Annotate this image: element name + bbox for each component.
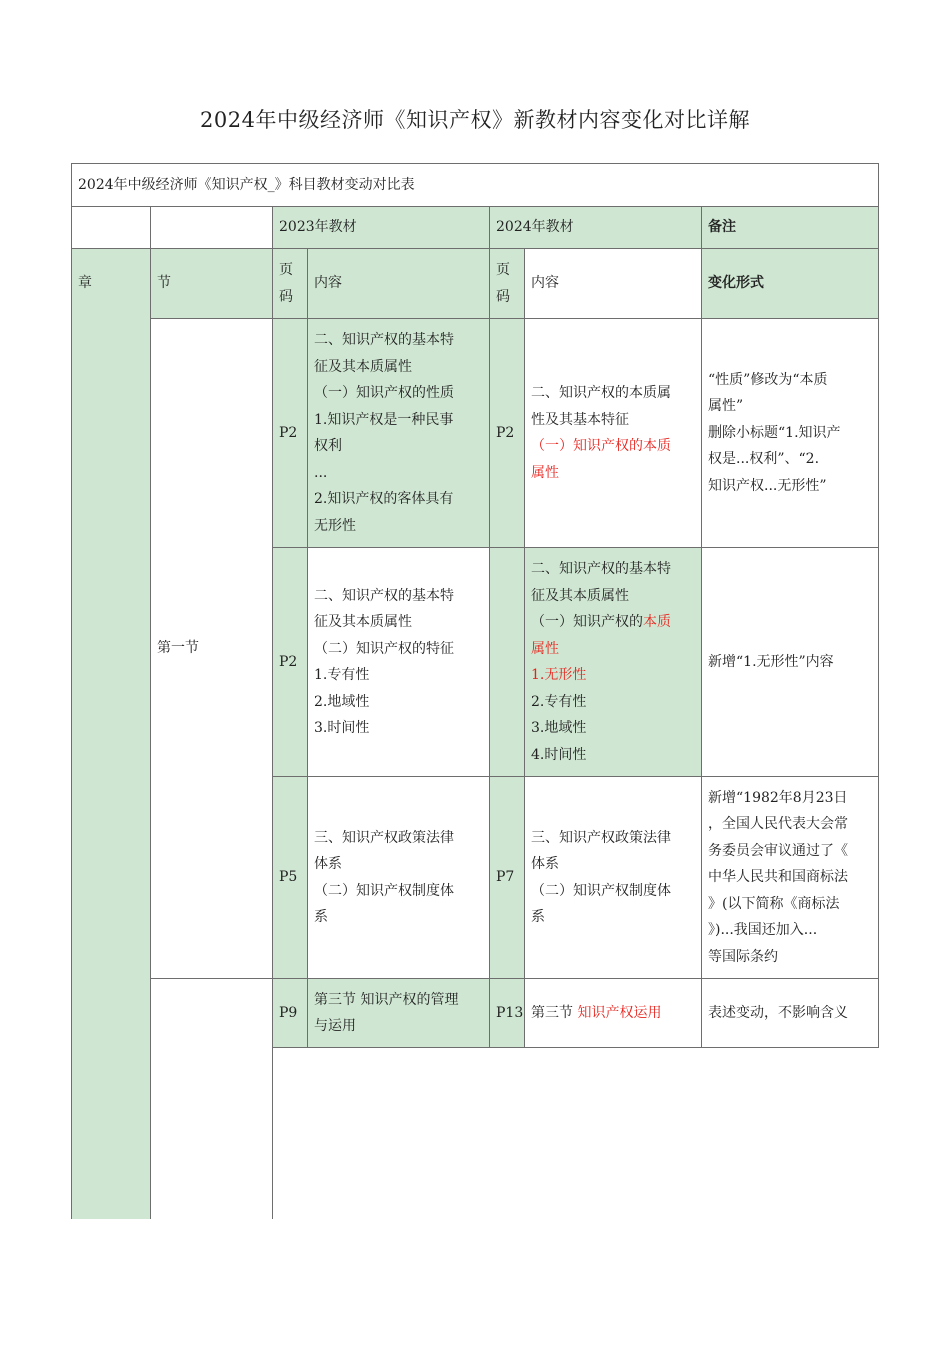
row3-c2023-line: （二）知识产权制度体 <box>314 882 454 899</box>
row4-page-2024 <box>489 978 525 1048</box>
row4-content-2024 <box>524 978 702 1048</box>
col-header-content-2024-label: 内容 <box>531 275 559 292</box>
col-header-content-2023-label: 内容 <box>314 275 342 292</box>
row3-note-line: 等国际条约 <box>708 948 778 965</box>
col-header-change <box>701 248 879 319</box>
row4-page-2023-value: P9 <box>279 1004 298 1021</box>
row2-c2023-line: （二）知识产权的特征 <box>314 640 454 657</box>
row1-c2023-line: 征及其本质属性 <box>314 358 412 375</box>
row1-c2023-line: （一）知识产权的性质 <box>314 385 454 401</box>
col-header-section <box>150 248 273 319</box>
row1-c2024-line: 二、知识产权的本质属 <box>531 385 671 401</box>
row3-change-note-text <box>708 785 848 971</box>
row1-change-note-text <box>708 367 841 500</box>
row3-note-line: ，全国人民代表大会常 <box>708 816 848 833</box>
section-cell-1 <box>150 318 273 979</box>
row2-c2024-line: 二、知识产权的基本特 <box>531 561 671 577</box>
row2-c2024-mixed-plain: （一）知识产权的 <box>531 614 643 630</box>
row1-c2024-changed-line: （一）知识产权的本质 <box>531 438 671 454</box>
row4-c2023-line: 与运用 <box>314 1018 356 1034</box>
group-header-note <box>701 206 879 249</box>
row2-c2024-line: 4.时间性 <box>531 746 587 763</box>
group-header-2023 <box>272 206 490 249</box>
row3-c2024-line: （二）知识产权制度体 <box>531 882 671 899</box>
row4-content-2023 <box>307 978 490 1048</box>
row3-note-line: 》(以下简称《商标法 <box>708 895 840 912</box>
row1-content-2023-text <box>314 327 454 539</box>
row2-c2024-changed-line: 属性 <box>531 640 559 657</box>
table-caption-text: 2024年中级经济师《知识产权_》科目教材变动对比表 <box>78 176 415 193</box>
col-header-chapter-label: 章 <box>78 275 92 292</box>
chapter-cell <box>71 318 151 1219</box>
row2-content-2023-text <box>314 583 454 742</box>
col-header-content-2024 <box>524 248 702 319</box>
row3-c2024-line: 体系 <box>531 856 559 872</box>
row4-c2023-line: 第三节 知识产权的管理 <box>314 991 459 1008</box>
group-header-2024 <box>489 206 702 249</box>
row4-content-2023-text <box>314 987 458 1040</box>
page-column-border <box>272 1047 273 1219</box>
row4-page-2024-value: P13 <box>496 1004 524 1021</box>
row4-change-note <box>701 978 879 1048</box>
row1-note-line: “性质”修改为“本质 <box>708 371 828 388</box>
col-header-page-2023 <box>272 248 308 319</box>
col-header-page-2024 <box>489 248 525 319</box>
row1-note-line: 删除小标题“1.知识产 <box>708 424 841 441</box>
row1-c2023-line: 二、知识产权的基本特 <box>314 332 454 348</box>
section-cell-2 <box>150 978 273 1219</box>
row2-change-note-text <box>708 649 834 676</box>
col-header-chapter <box>71 248 151 319</box>
row3-c2023-line: 体系 <box>314 856 342 872</box>
row1-page-2024-value: P2 <box>496 424 515 441</box>
row3-c2023-line: 三、知识产权政策法律 <box>314 829 454 846</box>
row1-page-2023-value: P2 <box>279 424 298 441</box>
row3-change-note <box>701 776 879 979</box>
row4-page-2023 <box>272 978 308 1048</box>
col-header-change-label: 变化形式 <box>708 275 764 292</box>
row1-c2023-line: 权利 <box>314 438 342 454</box>
group-header-empty-chapter <box>71 206 151 249</box>
row3-content-2023-text <box>314 825 454 931</box>
section-1-label: 第一节 <box>157 640 199 657</box>
row2-c2024-mixed-red: 本质 <box>643 614 671 630</box>
row1-c2023-line: 无形性 <box>314 517 356 534</box>
row2-c2024-mixed-line <box>531 609 671 636</box>
row2-c2024-line: 2.专有性 <box>531 693 587 710</box>
row2-content-2023 <box>307 547 490 777</box>
row3-content-2023 <box>307 776 490 979</box>
col-header-page-2023-label: 页 码 <box>279 262 293 305</box>
row2-page-2023 <box>272 547 308 777</box>
row3-page-2023-value: P5 <box>279 869 298 886</box>
row1-change-note <box>701 318 879 548</box>
row3-note-line: 》)...我国还加入... <box>708 922 818 939</box>
row3-page-2024-value: P7 <box>496 869 515 886</box>
row2-content-2024-text <box>531 556 671 768</box>
row4-c2024-red: 知识产权运用 <box>577 1004 662 1021</box>
row2-page-2023-value: P2 <box>279 653 298 670</box>
row2-c2023-line: 1.专有性 <box>314 667 370 683</box>
row1-content-2024 <box>524 318 702 548</box>
row1-note-line: 知识产权...无形性” <box>708 477 827 494</box>
row3-c2023-line: 系 <box>314 909 328 925</box>
group-header-empty-section <box>150 206 273 249</box>
row2-c2024-line: 3.地域性 <box>531 720 587 736</box>
col-header-page-2024-label: 页 码 <box>496 262 510 305</box>
row1-page-2024 <box>489 318 525 548</box>
row3-note-line: 中华人民共和国商标法 <box>708 869 848 886</box>
row3-content-2024 <box>524 776 702 979</box>
comparison-table <box>71 163 879 1219</box>
row1-content-2023 <box>307 318 490 548</box>
table-caption <box>71 163 879 207</box>
group-header-note-label: 备注 <box>708 219 736 236</box>
row1-c2024-changed-line: 属性 <box>531 464 559 481</box>
row2-c2023-line: 二、知识产权的基本特 <box>314 587 454 604</box>
row2-change-note <box>701 547 879 777</box>
row2-c2024-changed-line: 1.无形性 <box>531 667 587 683</box>
row3-note-line: 务委员会审议通过了《 <box>708 842 848 859</box>
row2-c2023-line: 征及其本质属性 <box>314 614 412 630</box>
row2-content-2024 <box>524 547 702 777</box>
row3-c2024-line: 系 <box>531 909 545 925</box>
row4-c2024-plain: 第三节 <box>531 1004 578 1021</box>
group-header-2024-label: 2024年教材 <box>496 219 574 236</box>
row3-page-2023 <box>272 776 308 979</box>
row2-c2023-line: 3.时间性 <box>314 720 370 736</box>
row2-note-line: 新增“1.无形性”内容 <box>708 653 834 670</box>
row2-c2023-line: 2.地域性 <box>314 693 370 710</box>
row2-c2024-line: 征及其本质属性 <box>531 587 629 604</box>
col-header-section-label: 节 <box>157 275 171 292</box>
row1-note-line: 权是...权利”、“2. <box>708 451 820 468</box>
row1-content-2024-text <box>531 380 671 486</box>
row4-note-line: 表述变动，不影响含义 <box>708 1004 848 1021</box>
row3-note-line: 新增“1982年8月23日 <box>708 789 848 806</box>
row3-c2024-line: 三、知识产权政策法律 <box>531 829 671 846</box>
row1-c2024-line: 性及其基本特征 <box>531 411 629 428</box>
row1-c2023-line: ... <box>314 464 328 481</box>
group-header-2023-label: 2023年教材 <box>279 219 357 236</box>
row1-page-2023 <box>272 318 308 548</box>
row3-page-2024 <box>489 776 525 979</box>
row1-c2023-line: 1.知识产权是一种民事 <box>314 411 454 428</box>
row2-page-2024 <box>489 547 525 777</box>
document-title: 2024年中级经济师《知识产权》新教材内容变化对比详解 <box>200 108 750 132</box>
row4-c2024-line <box>531 1000 661 1027</box>
row1-c2023-line: 2.知识产权的客体具有 <box>314 491 454 507</box>
col-header-content-2023 <box>307 248 490 319</box>
row3-content-2024-text <box>531 825 671 931</box>
row1-note-line: 属性” <box>708 398 744 415</box>
